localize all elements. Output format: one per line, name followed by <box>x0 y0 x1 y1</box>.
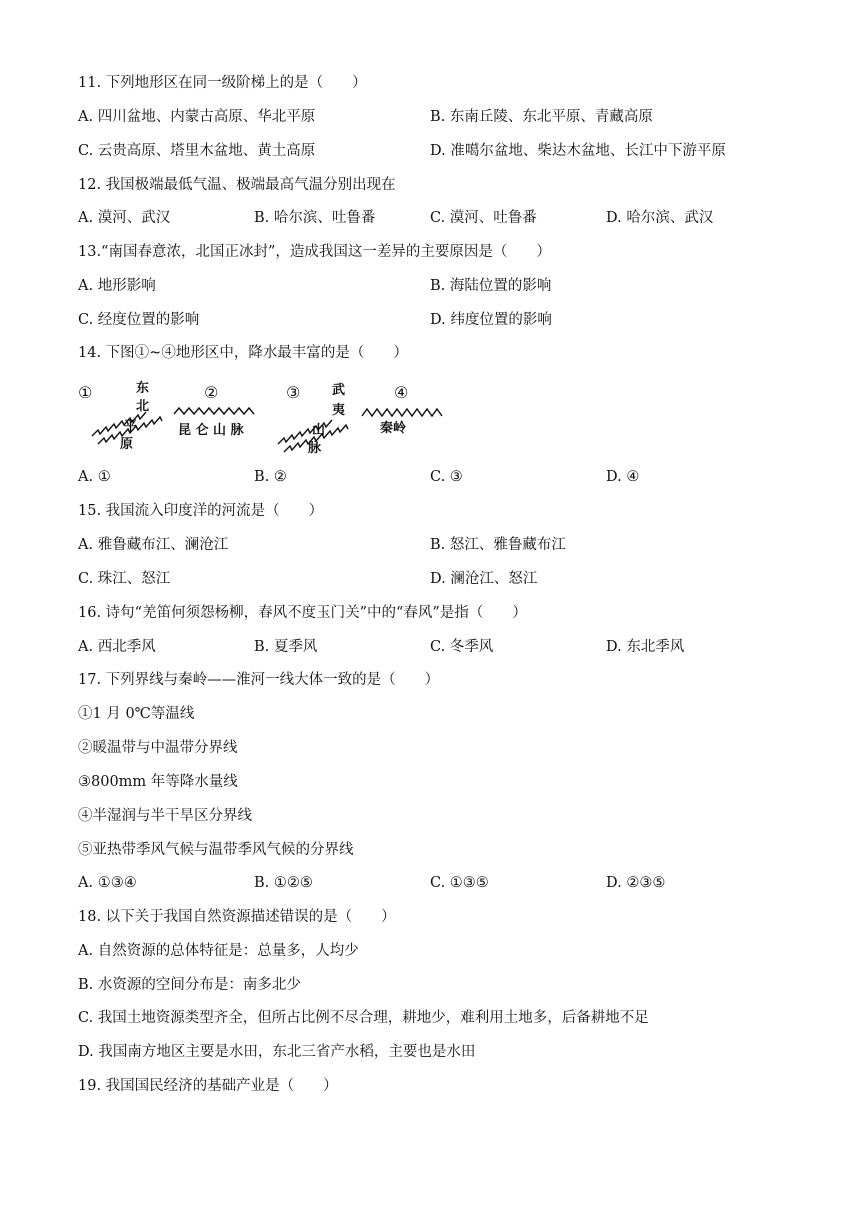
q17-option-c: C. ①③⑤ <box>430 875 489 891</box>
landform-diagram <box>78 372 478 458</box>
q13-option-a: A. 地形影响 <box>78 278 156 294</box>
label-3-char-3: 山 <box>312 423 326 438</box>
q18-stem: 18. 以下关于我国自然资源描述错误的是（ ） <box>78 909 396 925</box>
label-3-char-4: 脉 <box>308 441 322 456</box>
q16-option-b: B. 夏季风 <box>254 639 318 655</box>
marker-1: ① <box>78 383 93 402</box>
label-3-char-2: 夷 <box>332 403 346 418</box>
range-4-ridge <box>362 409 442 416</box>
q11-option-b: B. 东南丘陵、东北平原、青藏高原 <box>430 109 653 125</box>
q16-option-d: D. 东北季风 <box>606 639 685 655</box>
q18-option-c: C. 我国土地资源类型齐全，但所占比例不尽合理，耕地少，难利用土地多，后备耕地不足 <box>78 1010 649 1026</box>
q18-option-d: D. 我国南方地区主要是水田，东北三省产水稻，主要也是水田 <box>78 1044 476 1060</box>
q15-stem: 15. 我国流入印度洋的河流是（ ） <box>78 503 324 519</box>
q16-option-a: A. 西北季风 <box>78 639 156 655</box>
q14-option-a: A. ① <box>78 469 111 485</box>
q13-option-d: D. 纬度位置的影响 <box>430 312 552 328</box>
label-2: 昆 仑 山 脉 <box>178 423 244 438</box>
q12-stem: 12. 我国极端最低气温、极端最高气温分别出现在 <box>78 177 396 193</box>
q17-option-d: D. ②③⑤ <box>606 875 666 891</box>
q11-option-d: D. 准噶尔盆地、柴达木盆地、长江中下游平原 <box>430 143 726 159</box>
q11-option-a: A. 四川盆地、内蒙古高原、华北平原 <box>78 109 316 125</box>
q16-option-c: C. 冬季风 <box>430 639 494 655</box>
q17-option-a: A. ①③④ <box>78 875 137 891</box>
q13-stem: 13.“南国春意浓，北国正冰封”，造成我国这一差异的主要原因是（ ） <box>78 244 551 260</box>
label-4: 秦岭 <box>380 421 407 436</box>
q17-item-4: ④半湿润与半干旱区分界线 <box>78 808 252 824</box>
label-1-char-4: 原 <box>120 437 134 452</box>
q17-item-1: ①1 月 0℃等温线 <box>78 706 195 722</box>
q12-option-a: A. 漠河、武汉 <box>78 210 171 226</box>
q11-option-c: C. 云贵高原、塔里木盆地、黄土高原 <box>78 143 316 159</box>
q14-stem: 14. 下图①~④地形区中，降水最丰富的是（ ） <box>78 345 408 361</box>
marker-3: ③ <box>286 383 301 402</box>
q15-option-a: A. 雅鲁藏布江、澜沧江 <box>78 537 229 553</box>
label-1-char-1: 东 <box>136 381 150 396</box>
q17-stem: 17. 下列界线与秦岭——淮河一线大体一致的是（ ） <box>78 672 440 688</box>
q17-option-b: B. ①②⑤ <box>254 875 313 891</box>
q14-option-c: C. ③ <box>430 469 463 485</box>
q18-option-b: B. 水资源的空间分布是：南多北少 <box>78 977 301 993</box>
q13-option-b: B. 海陆位置的影响 <box>430 278 552 294</box>
q19-stem: 19. 我国国民经济的基础产业是（ ） <box>78 1078 338 1094</box>
q16-stem: 16. 诗句“羌笛何须怨杨柳，春风不度玉门关”中的“春风”是指（ ） <box>78 605 527 621</box>
q18-option-a: A. 自然资源的总体特征是：总量多，人均少 <box>78 943 359 959</box>
label-1-char-2: 北 <box>136 399 150 414</box>
label-3-char-1: 武 <box>332 383 346 398</box>
q13-option-c: C. 经度位置的影响 <box>78 312 200 328</box>
q14-option-d: D. ④ <box>606 469 640 485</box>
q15-option-b: B. 怒江、雅鲁藏布江 <box>430 537 566 553</box>
q12-option-b: B. 哈尔滨、吐鲁番 <box>254 210 376 226</box>
q14-landform-figure <box>78 372 478 458</box>
q17-item-5: ⑤亚热带季风气候与温带季风气候的分界线 <box>78 842 354 858</box>
marker-2: ② <box>204 383 219 402</box>
range-2-ridge <box>174 408 254 414</box>
q12-option-d: D. 哈尔滨、武汉 <box>606 210 714 226</box>
q14-option-b: B. ② <box>254 469 287 485</box>
q11-stem: 11. 下列地形区在同一级阶梯上的是（ ） <box>78 75 367 91</box>
q12-option-c: C. 漠河、吐鲁番 <box>430 210 537 226</box>
q15-option-d: D. 澜沧江、怒江 <box>430 571 538 587</box>
label-1-char-3: 平 <box>124 419 138 434</box>
q17-item-3: ③800mm 年等降水量线 <box>78 774 238 790</box>
q15-option-c: C. 珠江、怒江 <box>78 571 171 587</box>
marker-4: ④ <box>394 383 409 402</box>
q17-item-2: ②暖温带与中温带分界线 <box>78 740 238 756</box>
